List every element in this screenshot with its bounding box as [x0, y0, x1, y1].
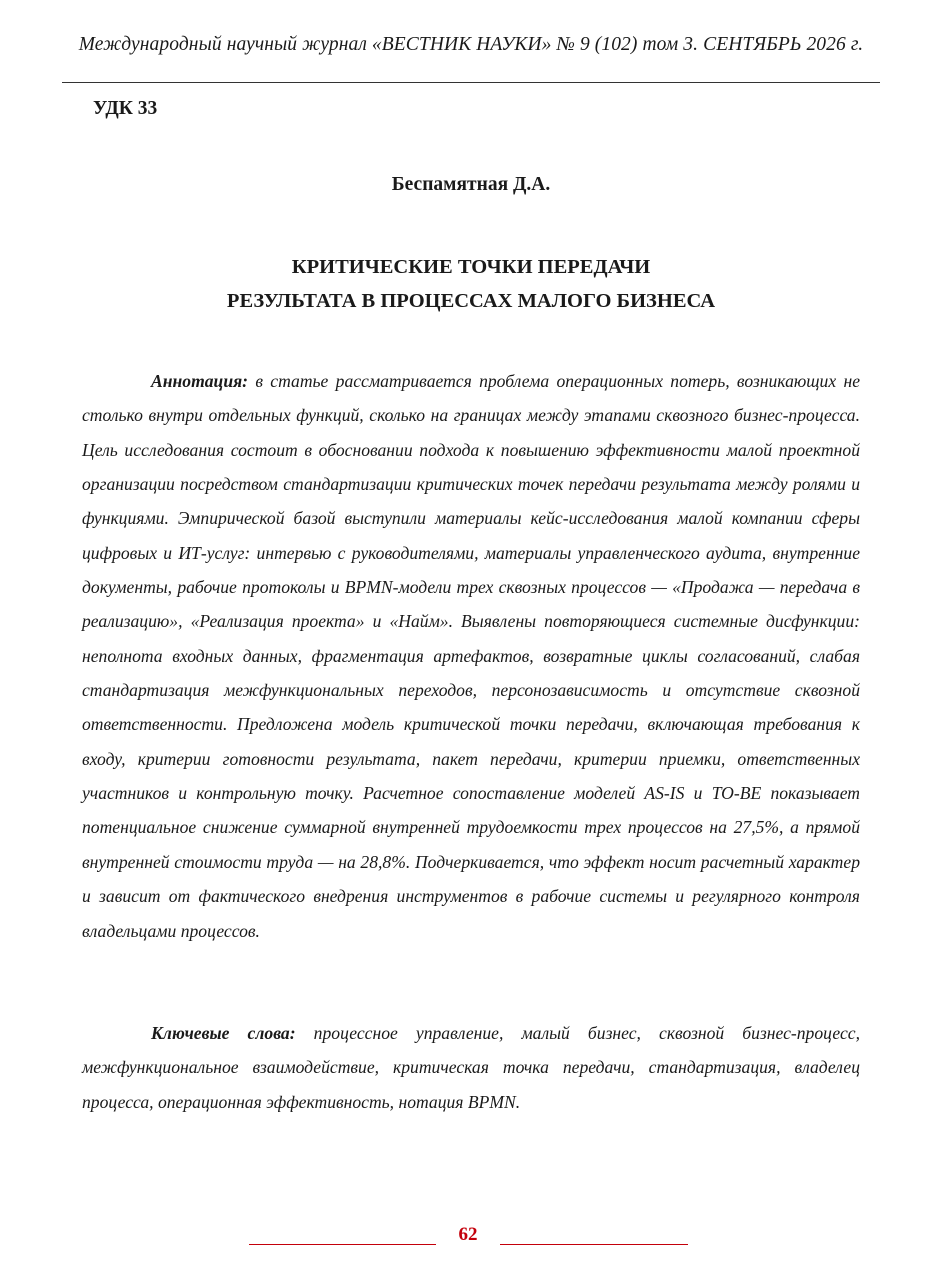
footer-rule-left	[249, 1244, 436, 1245]
keywords-text: процессное управление, малый бизнес, сквозной бизнес-процесс, межфункциональное взаимодействие, критическая точка передачи, стандартизация, владелец процесса, операционная эффективность, нотация BPMN.	[82, 1023, 860, 1112]
article-title-line-2: РЕЗУЛЬТАТА В ПРОЦЕССАХ МАЛОГО БИЗНЕСА	[226, 290, 716, 312]
abstract-paragraph	[82, 364, 860, 948]
journal-running-header: Международный научный журнал «ВЕСТНИК НАУКИ» № 9 (102) том 3. СЕНТЯБРЬ 2026 г.	[78, 34, 864, 55]
keywords-paragraph	[82, 1016, 860, 1119]
udk-code: УДК 33	[93, 98, 158, 119]
footer-rule-right	[500, 1244, 688, 1245]
abstract-label: Аннотация:	[151, 371, 249, 391]
abstract-text: в статье рассматривается проблема операционных потерь, возникающих не столько внутри отдельных функций, сколько на границах между этапами сквозного бизнес-процесса. Цель исследования состоит в обосновании подхода к повышению эффективности малой проектной организации посредством стандартизации критических точек передачи результата между ролями и функциями. Эмпирической базой выступили материалы кейс-исследования малой компании сферы цифровых и ИТ-услуг: интервью с руководителями, материалы управленческого аудита, внутренние документы, рабочие протоколы и BPMN-модели трех сквозных процессов — «Продажа — передача в реализацию», «Реализация проекта» и «Найм». Выявлены повторяющиеся системные дисфункции: неполнота входных данных, фрагментация артефактов, возвратные циклы согласований, слабая стандартизация межфункциональных переходов, персонозависимость и отсутствие сквозной ответственности. Предложена модель критической точки передачи, включающая требования к входу, критерии готовности результата, пакет передачи, критерии приемки, ответственных участников и контрольную точку. Расчетное сопоставление моделей AS-IS и TO-BE показывает потенциальное снижение суммарной внутренней трудоемкости трех процессов на 27,5%, а прямой внутренней стоимости труда — на 28,8%. Подчеркивается, что эффект носит расчетный характер и зависит от фактического внедрения инструментов в рабочие системы и регулярного контроля владельцами процессов.	[82, 371, 860, 941]
article-title-line-1: КРИТИЧЕСКИЕ ТОЧКИ ПЕРЕДАЧИ	[291, 256, 651, 278]
article-title	[0, 250, 942, 318]
article-author: Беспамятная Д.А.	[391, 174, 551, 195]
page-number: 62	[458, 1224, 478, 1245]
header-divider	[62, 82, 880, 83]
keywords-label: Ключевые слова:	[151, 1023, 296, 1043]
